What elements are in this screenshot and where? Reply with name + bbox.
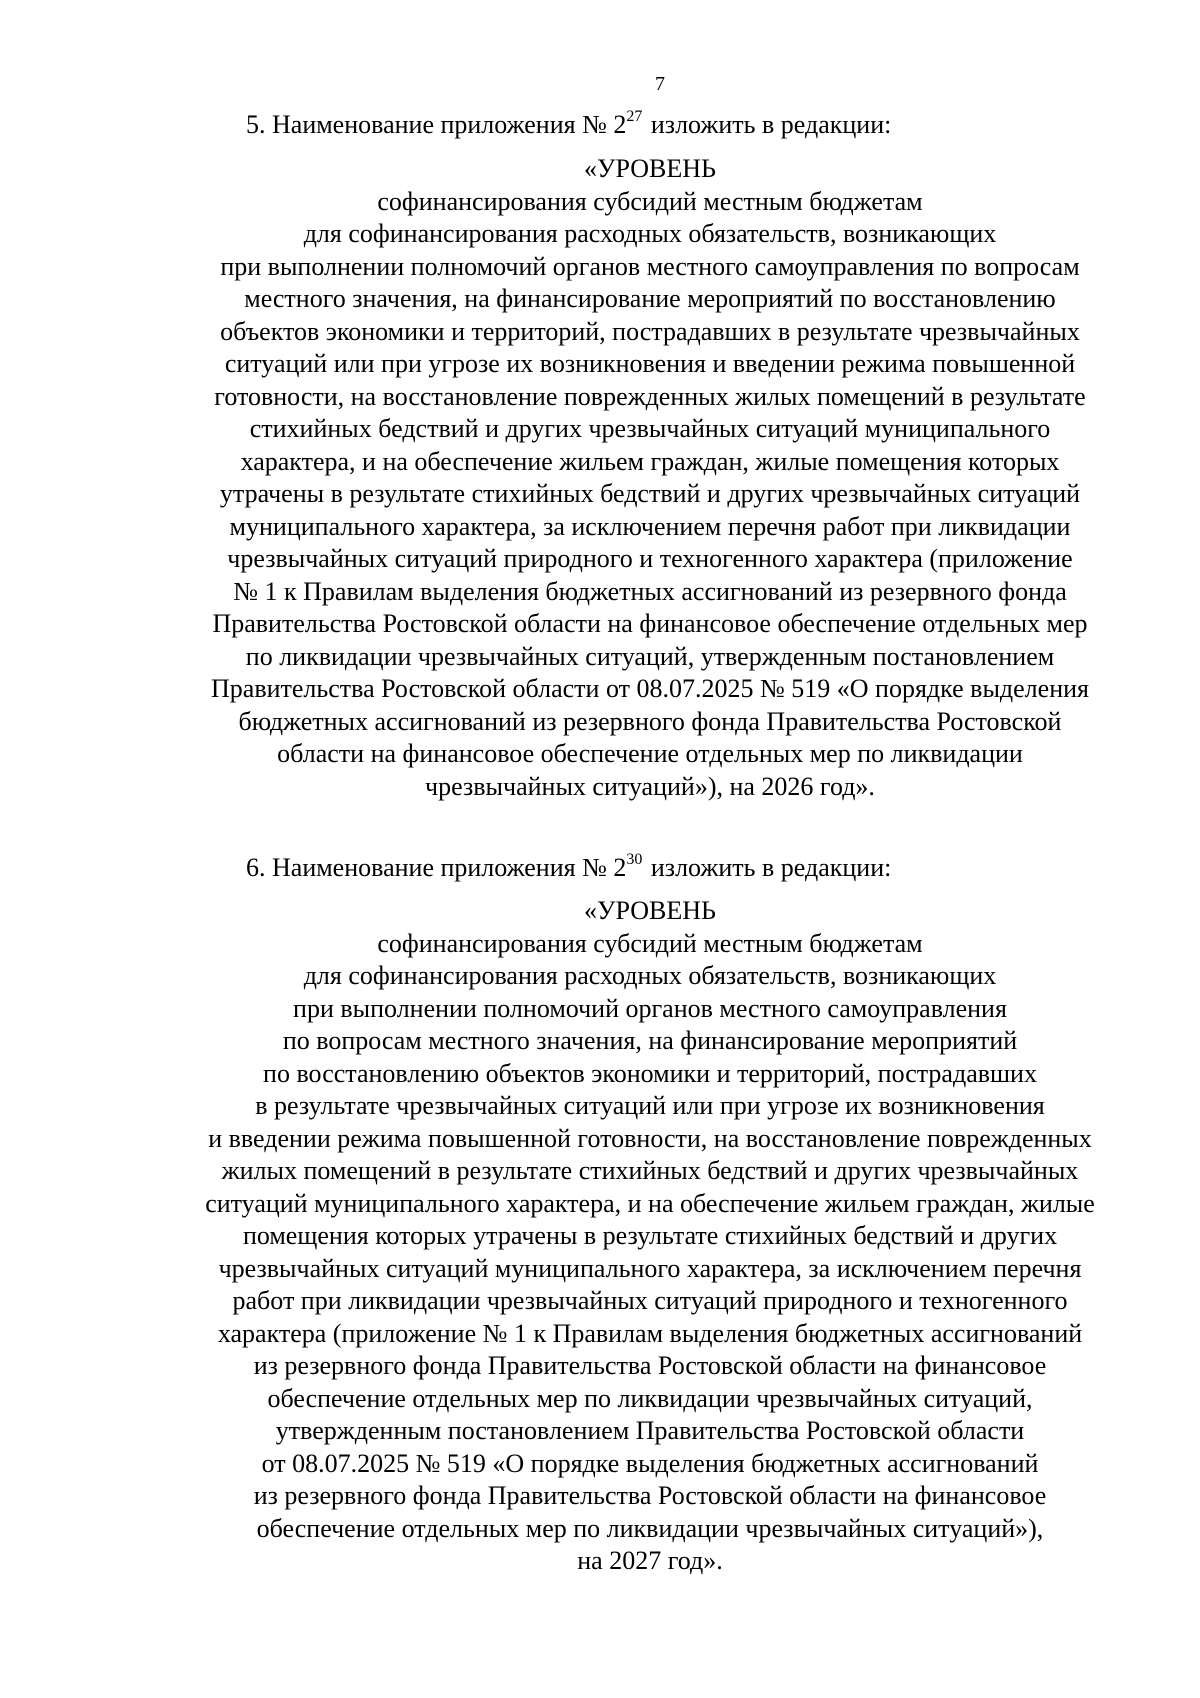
item-6-title-line: ситуаций муниципального характера, и на обеспечение жильем граждан, жилые <box>205 1188 1095 1218</box>
item-6-title-line: утвержденным постановлением Правительства Ростовской области <box>275 1416 1025 1445</box>
item-6-title-line: на 2027 год». <box>577 1546 723 1575</box>
item-5-title-line: при выполнении полномочий органов местного самоуправления по вопросам <box>220 251 1080 281</box>
item-6-title-line: от 08.07.2025 № 519 «О порядке выделения бюджетных ассигнований <box>261 1448 1039 1478</box>
item-5-title-line: муниципального характера, за исключением перечня работ при ликвидации <box>229 511 1071 541</box>
item-5-title-line: области на финансовое обеспечение отдельных мер по ликвидации <box>277 739 1023 768</box>
item-6-heading-superscript: 30 <box>626 851 643 869</box>
item-5-title-line: по ликвидации чрезвычайных ситуаций, утвержденным постановлением <box>245 641 1055 671</box>
item-6-title-line: при выполнении полномочий органов местного самоуправления <box>293 993 1007 1023</box>
item-6-title-line: обеспечение отдельных мер по ликвидации чрезвычайных ситуаций»), <box>256 1513 1044 1543</box>
item-5-heading <box>246 110 891 140</box>
item-5-title-line: для софинансирования расходных обязательств, возникающих <box>303 219 997 248</box>
item-5-title-line: характера, и на обеспечение жильем граждан, жилые помещения которых <box>240 446 1060 476</box>
item-6-heading-prefix: 6. Наименование приложения № 2 <box>246 853 627 882</box>
item-6-title-line: из резервного фонда Правительства Ростовской области на финансовое <box>253 1351 1047 1380</box>
item-5-title-line: чрезвычайных ситуаций природного и техногенного характера (приложение <box>227 544 1073 573</box>
item-6-title-line: и введении режима повышенной готовности, на восстановление поврежденных <box>208 1123 1092 1153</box>
item-6-title-line: жилых помещений в результате стихийных бедствий и других чрезвычайных <box>221 1156 1079 1185</box>
item-5-title-line: объектов экономики и территорий, пострадавших в результате чрезвычайных <box>220 316 1080 346</box>
item-6-heading-suffix: изложить в редакции: <box>644 853 892 882</box>
item-5-title-line: местного значения, на финансирование мероприятий по восстановлению <box>244 284 1056 313</box>
item-6-title-line: для софинансирования расходных обязательств, возникающих <box>303 961 997 990</box>
item-5-title-line: «УРОВЕНЬ <box>584 154 716 183</box>
item-5-title-line: утрачены в результате стихийных бедствий и других чрезвычайных ситуаций <box>219 479 1081 508</box>
item-6-title-line: обеспечение отдельных мер по ликвидации чрезвычайных ситуаций, <box>267 1383 1033 1413</box>
item-5-heading-suffix: изложить в редакции: <box>644 110 892 139</box>
item-5-title-line: стихийных бедствий и других чрезвычайных ситуаций муниципального <box>249 414 1051 443</box>
item-6-title-line: чрезвычайных ситуаций муниципального характера, за исключением перечня <box>218 1253 1082 1283</box>
item-6-title-line: софинансирования субсидий местным бюджетам <box>377 928 923 958</box>
item-6-title-line: по восстановлению объектов экономики и территорий, пострадавших <box>263 1058 1037 1088</box>
item-5-title-line: Правительства Ростовской области от 08.07.2025 № 519 «О порядке выделения <box>211 674 1089 703</box>
item-6-title-line: «УРОВЕНЬ <box>584 896 716 925</box>
item-6-title-line: по вопросам местного значения, на финансирование мероприятий <box>282 1026 1018 1055</box>
item-6-title-line: помещения которых утрачены в результате стихийных бедствий и других <box>242 1221 1058 1250</box>
item-5-title-line: № 1 к Правилам выделения бюджетных ассигнований из резервного фонда <box>233 576 1067 606</box>
item-5-title-line: ситуаций или при угрозе их возникновения и введении режима повышенной <box>224 349 1076 378</box>
item-6-title-line: в результате чрезвычайных ситуаций или при угрозе их возникновения <box>255 1091 1045 1120</box>
item-5-title-block <box>150 153 1150 803</box>
item-5-title-line: готовности, на восстановление поврежденных жилых помещений в результате <box>214 381 1086 411</box>
item-6-title-line: характера (приложение № 1 к Правилам выделения бюджетных ассигнований <box>217 1318 1083 1348</box>
item-5-title-line: софинансирования субсидий местным бюджетам <box>377 186 923 216</box>
item-5-heading-prefix: 5. Наименование приложения № 2 <box>246 110 627 139</box>
item-5-title-line: бюджетных ассигнований из резервного фонда Правительства Ростовской <box>238 706 1062 736</box>
item-5-title-line: чрезвычайных ситуаций»), на 2026 год». <box>425 771 875 801</box>
item-6-heading <box>246 853 891 883</box>
item-5-title-line: Правительства Ростовской области на финансовое обеспечение отдельных мер <box>212 609 1088 638</box>
item-6-title-block <box>150 895 1150 1578</box>
item-6-title-line: из резервного фонда Правительства Ростовской области на финансовое <box>253 1481 1047 1510</box>
item-6-title-line: работ при ликвидации чрезвычайных ситуаций природного и техногенного <box>232 1286 1068 1315</box>
page-number: 7 <box>655 73 665 95</box>
item-5-heading-superscript: 27 <box>626 108 643 126</box>
